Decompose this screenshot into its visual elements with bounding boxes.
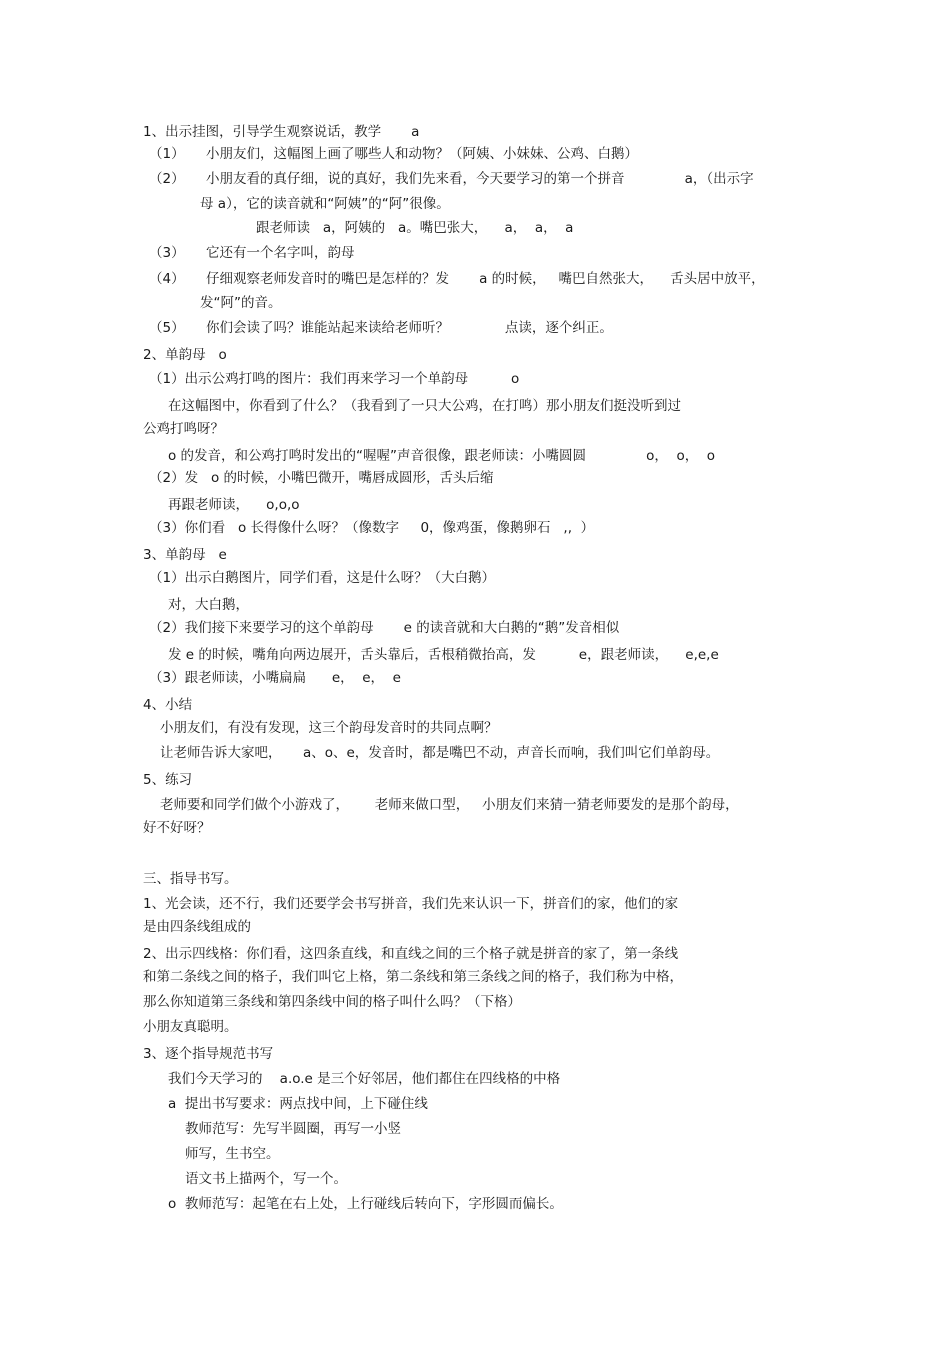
text-line: （3）你们看 o 长得像什么呀？（像数字 0，像鸡蛋，像鹅卵石 ,, ） <box>149 520 595 536</box>
text-line: 小朋友真聪明。 <box>143 1019 238 1035</box>
text-line: 语文书上描两个，写一个。 <box>185 1171 347 1187</box>
section-heading: 2、单韵母 o <box>143 347 227 363</box>
text-line: （5） 你们会读了吗？谁能站起来读给老师听？ 点读，逐个纠正。 <box>149 320 613 336</box>
text-line: 再跟老师读， o,o,o <box>168 497 300 513</box>
text-line: o 的发音，和公鸡打鸣时发出的“喔喔”声音很像，跟老师读：小嘴圆圆 o， o， o <box>168 448 716 464</box>
section-heading: 3、逐个指导规范书写 <box>143 1046 274 1062</box>
text-line: 2、出示四线格：你们看，这四条直线，和直线之间的三个格子就是拼音的家了，第一条线 <box>143 946 679 962</box>
text-line: 教师范写：先写半圆圈，再写一小竖 <box>185 1121 401 1137</box>
section-heading: 3、单韵母 e <box>143 547 227 563</box>
section-heading: 4、小结 <box>143 697 193 713</box>
text-line: o 教师范写：起笔在右上处，上行碰线后转向下，字形圆而偏长。 <box>168 1196 563 1212</box>
text-line: （3） 它还有一个名字叫，韵母 <box>149 245 355 261</box>
text-line: 1、出示挂图，引导学生观察说话，教学 a <box>143 124 420 140</box>
text-line: 1、光会读，还不行，我们还要学会书写拼音，我们先来认识一下，拼音们的家，他们的家 <box>143 896 679 912</box>
text-line: 让老师告诉大家吧， a、o、e，发音时，都是嘴巴不动，声音长而响，我们叫它们单韵母。 <box>160 745 720 761</box>
section-heading: 三、指导书写。 <box>143 871 238 887</box>
text-line: 在这幅图中，你看到了什么？（我看到了一只大公鸡，在打鸣）那小朋友们挺没听到过 <box>168 398 681 414</box>
text-line: 老师要和同学们做个小游戏了， 老师来做口型， 小朋友们来猜一猜老师要发的是那个韵母， <box>160 797 739 813</box>
text-line: （1）出示公鸡打鸣的图片：我们再来学习一个单韵母 o <box>149 371 520 387</box>
text-line: 好不好呀？ <box>143 820 211 836</box>
text-line: 发“阿”的音。 <box>200 295 282 311</box>
text-line: 公鸡打鸣呀？ <box>143 421 224 437</box>
text-line: 小朋友们，有没有发现，这三个韵母发音时的共同点啊？ <box>160 720 498 736</box>
text-line: 跟老师读 a，阿姨的 a。嘴巴张大， a， a， a <box>256 220 574 236</box>
section-heading: 5、练习 <box>143 772 193 788</box>
text-line: （2）发 o 的时候，小嘴巴微开，嘴唇成圆形，舌头后缩 <box>149 470 494 486</box>
text-line: 师写，生书空。 <box>185 1146 280 1162</box>
text-line: 发 e 的时候，嘴角向两边展开，舌头靠后，舌根稍微抬高，发 e，跟老师读， e,e,e <box>168 647 719 663</box>
text-line: 是由四条线组成的 <box>143 919 251 935</box>
text-line: （1） 小朋友们，这幅图上画了哪些人和动物？（阿姨、小妹妹、公鸡、白鹅） <box>149 146 639 162</box>
text-line: a 提出书写要求：两点找中间，上下碰住线 <box>168 1096 428 1112</box>
text-line: （1）出示白鹅图片，同学们看，这是什么呀？（大白鹅） <box>149 570 496 586</box>
text-line: 和第二条线之间的格子，我们叫它上格，第二条线和第三条线之间的格子，我们称为中格， <box>143 969 683 985</box>
text-line: 我们今天学习的 a.o.e 是三个好邻居，他们都住在四线格的中格 <box>168 1071 561 1087</box>
text-line: 母 a），它的读音就和“阿姨”的“阿”很像。 <box>200 196 450 212</box>
text-line: （2） 小朋友看的真仔细，说的真好，我们先来看，今天要学习的第一个拼音 a，（出示字 <box>149 171 754 187</box>
text-line: （4） 仔细观察老师发音时的嘴巴是怎样的？发 a 的时候， 嘴巴自然张大， 舌头居中放平， <box>149 271 765 287</box>
text-line: 对，大白鹅， <box>168 597 249 613</box>
text-line: （3）跟老师读，小嘴扁扁 e， e， e <box>149 670 401 686</box>
text-line: （2）我们接下来要学习的这个单韵母 e 的读音就和大白鹅的“鹅”发音相似 <box>149 620 620 636</box>
text-line: 那么你知道第三条线和第四条线中间的格子叫什么吗？（下格） <box>143 994 521 1010</box>
